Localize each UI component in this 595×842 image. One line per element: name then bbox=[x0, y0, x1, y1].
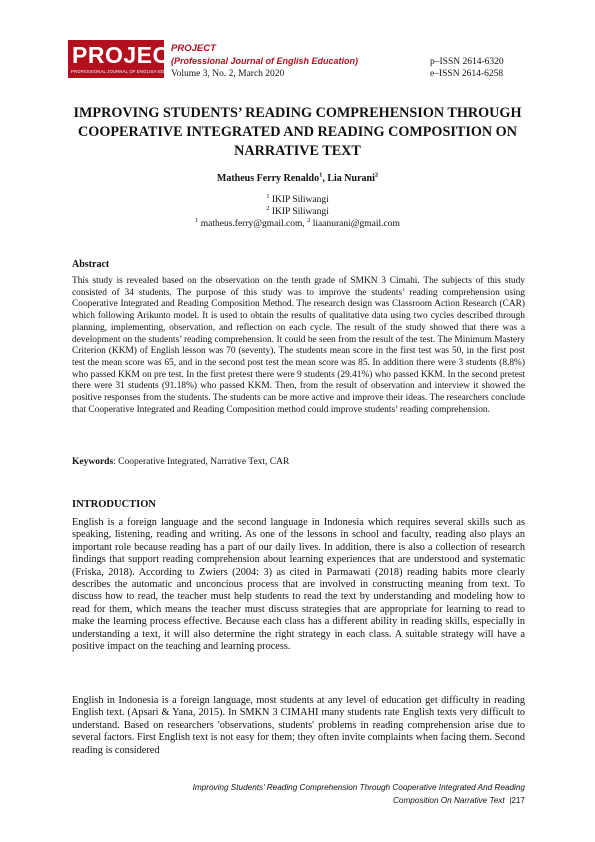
logo-subtext: PROFESSIONAL JOURNAL OF ENGLISH EDUCATION bbox=[71, 69, 185, 74]
author-sup: 2 bbox=[374, 171, 379, 179]
author-separator: , bbox=[322, 173, 328, 184]
email-link[interactable]: liaanurani@gmail.com bbox=[310, 219, 400, 229]
email-link[interactable]: matheus.ferry@gmail.com, bbox=[198, 219, 308, 229]
affiliation bbox=[0, 206, 595, 218]
author-sup: 1 bbox=[319, 171, 323, 179]
affiliation-sup: 2 bbox=[266, 204, 270, 212]
e-issn: e–ISSN 2614-6258 bbox=[430, 69, 504, 79]
author-name: Matheus Ferry Renaldo bbox=[216, 173, 320, 184]
author-emails bbox=[0, 218, 595, 230]
keywords bbox=[72, 457, 289, 467]
affiliation-sup: 1 bbox=[266, 192, 270, 200]
page-number: |217 bbox=[509, 795, 525, 805]
abstract-heading: Abstract bbox=[72, 259, 110, 270]
page-footer bbox=[90, 782, 525, 807]
introduction-heading: INTRODUCTION bbox=[72, 499, 157, 510]
abstract-text: This study is revealed based on the observation on the tenth grade of SMKN 3 Cimahi. The subjects of this study consisted of 34 students. The purpose of this study was to improve the students’ reading comprehension using Cooperative Integrated and Reading Composition Method. The research design was Classroom Action Research (CAR) which following Arikunto model. It is used to obtain the results of qualitative data using two cycles described through planning, implementing, observation, and reflection on each cycle. The result of the study showed that there was a development on the students’ reading comprehension. It could be seen from the result of the test. The Minimum Mastery Criterion (KKM) of English lesson was 70 (seventy). The students mean score in the first test was 50, in the first post test the mean score was 65, and in the second post test the mean score was 85. In addition there were 3 students (8.8%) who passed KKM on pre test. In the first pretest there were 9 students (29.41%) who passed KKM. In the second pretest there were 31 students (91.18%) who passed KKM. Then, from the result of observation and interview it showed the positive responses from the students. The students can be more active and improve their ideas. The researchers conclude that Cooperative Integrated and Reading Composition method could improve students’ reading comprehension. bbox=[72, 276, 525, 415]
affiliation-text: IKIP Siliwangi bbox=[269, 195, 329, 205]
body-paragraph: English is a foreign language and the second language in Indonesia which requires several skills such as speaking, listening, reading and writing. As one of the lessons in school and faculty, reading also plays an important role because reading has a part of our daily lives. In addition, there is also a collection of research findings that support reading comprehension about learning experiences that are understood and systematic (Friska, 2018). According to Zwiers (2004: 3) as cited in Parmawati (2018) reading habits more clearly describes the automatic and unconcious process that are involved in constructing meaning from text. To discuss how to read, the teacher must help students to read the text by understanding and modeling how to read for them, which means the teacher must discuss strategies that are appropriate for learning to read to make the learning process effective. Because each class has a different ability in reading skills, especially in understanding a text, it will also determine the right strategy in each class. A suitable strategy will have a positive impact on the teaching and learning process. bbox=[72, 517, 525, 653]
body-paragraph: English in Indonesia is a foreign language, most students at any level of education get difficulty in reading English text. (Apsari & Yana, 2015). In SMKN 3 CIMAHI many students rate English texts very difficult to understand. Based on researchers 'observations, students' problems in reading comprehension arise due to several factors. First English text is not easy for them; they often invite complaints when facing them. Second reading is considered bbox=[72, 695, 525, 756]
keywords-label: Keywords bbox=[72, 457, 114, 467]
author-name: Lia Nurani bbox=[327, 173, 375, 184]
email-sup: 2 bbox=[307, 216, 311, 224]
paper-title: IMPROVING STUDENTS’ READING COMPREHENSION THROUGH COOPERATIVE INTEGRATED AND READING COMPOSITION ON NARRATIVE TEXT bbox=[73, 105, 522, 159]
journal-full-name: (Professional Journal of English Education) bbox=[171, 56, 359, 66]
footer-running-title: Improving Students’ Reading Comprehension Through Cooperative Integrated And Reading bbox=[192, 783, 525, 792]
logo-text: PROJECT bbox=[72, 42, 185, 68]
journal-short-name: PROJECT bbox=[171, 43, 216, 54]
footer-running-title-cont: Composition On Narrative Text bbox=[393, 795, 505, 805]
volume-info: Volume 3, No. 2, March 2020 bbox=[171, 69, 285, 79]
p-issn: p–ISSN 2614-6320 bbox=[430, 57, 504, 67]
affiliation-text: IKIP Siliwangi bbox=[269, 207, 329, 217]
email-sup: 1 bbox=[195, 216, 199, 224]
keywords-text: : Cooperative Integrated, Narrative Text, CAR bbox=[113, 457, 290, 467]
journal-logo bbox=[68, 40, 185, 78]
affiliation bbox=[0, 194, 595, 206]
author-list bbox=[0, 173, 595, 184]
